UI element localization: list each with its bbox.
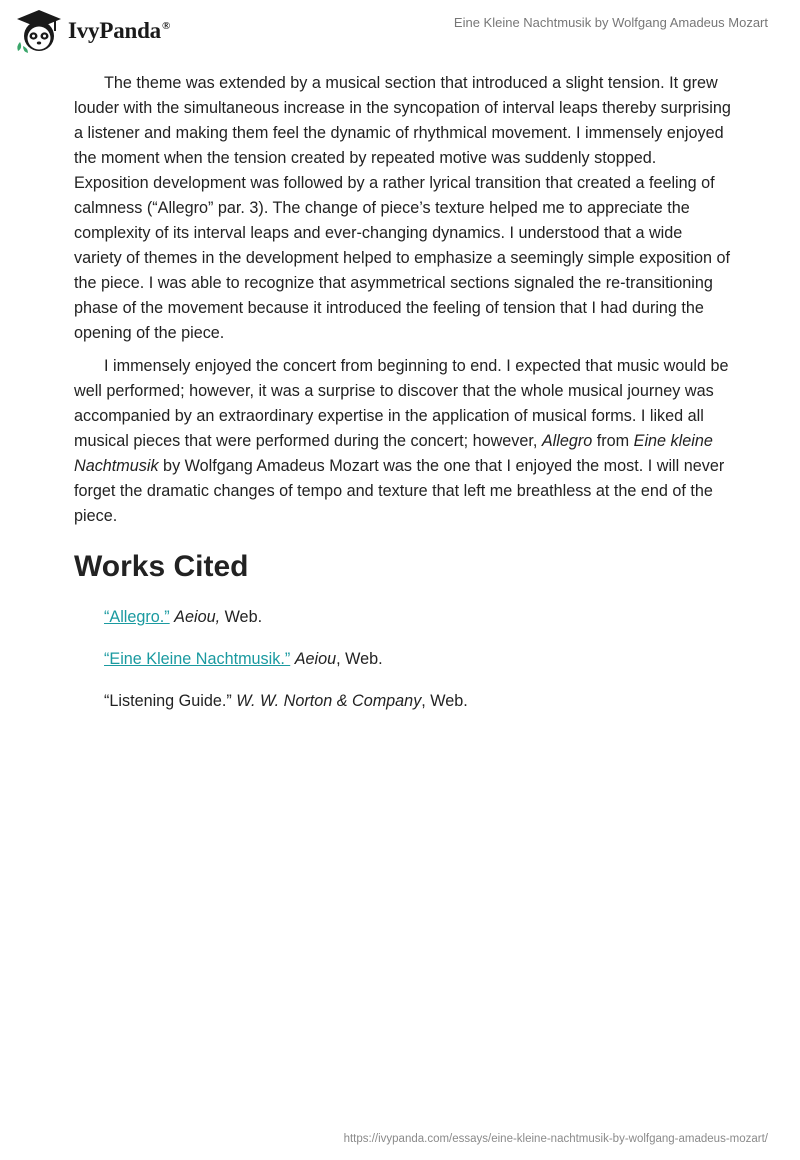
document-title: Eine Kleine Nachtmusik by Wolfgang Amadeus Mozart — [453, 15, 768, 30]
footer-url[interactable]: https://ivypanda.com/essays/eine-kleine-nachtmusik-by-wolfgang-amadeus-mozart/ — [343, 1133, 768, 1145]
ivypanda-logo[interactable] — [14, 8, 170, 54]
citation-item: “Listening Guide.” W. W. Norton & Company, Web. — [104, 692, 468, 710]
citation-link-allegro[interactable]: “Allegro.” — [104, 608, 170, 626]
citation-item: “Allegro.” Aeiou, Web. — [104, 608, 263, 626]
citation-link-eine-kleine[interactable]: “Eine Kleine Nachtmusik.” — [104, 650, 291, 668]
paragraph: The theme was extended by a musical section that introduced a slight tension. It grew louder with the simultaneous increase in the syncopation of interval leaps thereby surprising a listener and making them feel the dynamic of rhythmical movement. I immensely enjoyed the moment when the tension created by repeated motive was suddenly stopped. Exposition development was followed by a rather lyrical transition that created a feeling of calmness (“Allegro” par. 3). The change of piece’s texture helped me to appreciate the complexity of its interval leaps and ever-changing dynamics. I understood that a wide variety of themes in the development helped to emphasize a seemingly simple exposition of the piece. I was able to recognize that asymmetrical sections signaled the re-transitioning phase of the movement because it introduced the feeling of tension that I had during the opening of the piece. — [74, 74, 731, 342]
citation-item: “Eine Kleine Nachtmusik.” Aeiou, Web. — [104, 650, 383, 668]
paragraph: I immensely enjoyed the concert from beginning to end. I expected that music would be well performed; however, it was a surprise to discover that the whole musical journey was accompanied by an extraordinary expertise in the application of musical forms. I liked all musical pieces that were performed during the concert; however, Allegro from Eine kleine Nachtmusik by Wolfgang Amadeus Mozart was the one that I enjoyed the most. I will never forget the dramatic changes of tempo and texture that left me breathless at the end of the piece. — [74, 357, 729, 525]
panda-graduate-icon — [14, 8, 64, 54]
works-cited-heading: Works Cited — [74, 550, 249, 583]
brand-name: IvyPanda® — [68, 18, 171, 43]
essay-body — [74, 71, 734, 731]
